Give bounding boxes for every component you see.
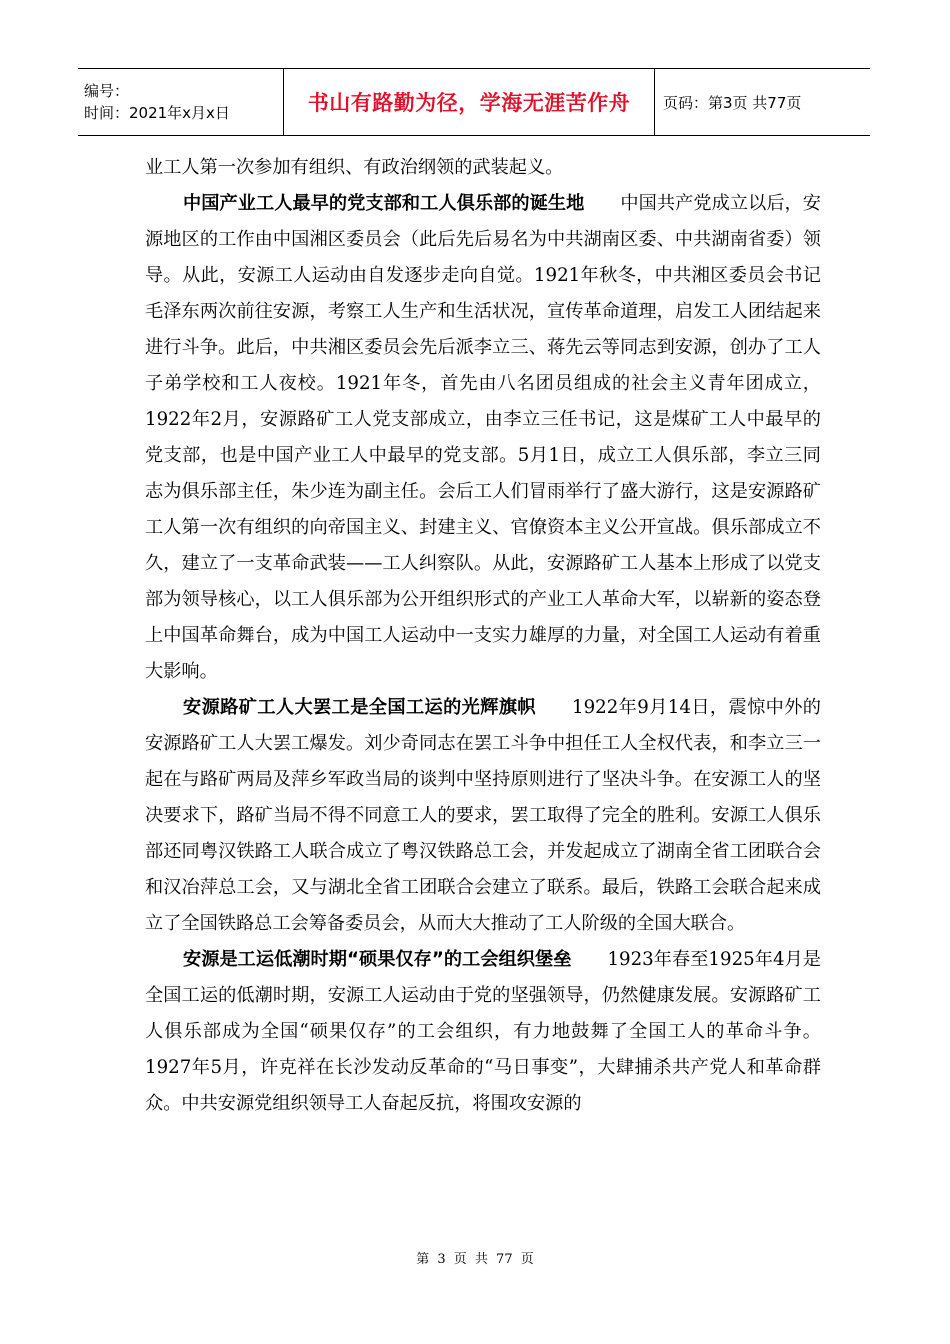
section-text-3: 1923年春至1925年4月是全国工运的低潮时期，安源工人运动由于党的坚强领导，仍然健康发展。安源路矿工人俱乐部成为全国“硕果仅存”的工会组织，有力地鼓舞了全国工人的革命斗争。1927年5月，许克祥在长沙发动反革命的“马日事变”，大肆捕杀共产党人和革命群众。中共安源党组织领导工人奋起反抗，将围攻安源的 [145,949,821,1114]
paragraph-section-3 [145,942,821,1122]
section-heading-1: 中国产业工人最早的党支部和工人俱乐部的诞生地 [183,193,585,214]
section-text-2: 1922年9月14日，震惊中外的安源路矿工人大罢工爆发。刘少奇同志在罢工斗争中担任工人全权代表，和李立三一起在与路矿两局及萍乡军政当局的谈判中坚持原则进行了坚决斗争。在安源工人的坚决要求下，路矿当局不得不同意工人的要求，罢工取得了完全的胜利。安源工人俱乐部还同粤汉铁路工人联合成立了粤汉铁路总工会，并发起成立了湖南全省工团联合会和汉冶萍总工会，又与湖北全省工团联合会建立了联系。最后，铁路工会联合起来成立了全国铁路总工会筹备委员会，从而大大推动了工人阶级的全国大联合。 [145,697,821,934]
section-heading-3: 安源是工运低潮时期“硕果仅存”的工会组织堡垒 [183,949,572,970]
document-body [145,150,821,1122]
header-motto: 书山有路勤为径，学海无涯苦作舟 [307,91,631,115]
paragraph-section-1 [145,186,821,690]
section-text-1: 中国共产党成立以后，安源地区的工作由中国湘区委员会（此后先后易名为中共湖南区委、中共湖南省委）领导。从此，安源工人运动由自发逐步走向自觉。1921年秋冬，中共湘区委员会书记毛泽东两次前往安源，考察工人生产和生活状况，宣传革命道理，启发工人团结起来进行斗争。此后，中共湘区委员会先后派李立三、蒋先云等同志到安源，创办了工人子弟学校和工人夜校。1921年冬，首先由八名团员组成的社会主义青年团成立， 1922年2月，安源路矿工人党支部成立，由李立三任书记，这是煤矿工人中最早的党支部，也是中国产业工人中最早的党支部。5月1日，成立工人俱乐部，李立三同志为俱乐部主任，朱少连为副主任。会后工人们冒雨举行了盛大游行，这是安源路矿工人第一次有组织的向帝国主义、封建主义、官僚资本主义公开宣战。俱乐部成立不久，建立了一支革命武装——工人纠察队。从此，安源路矿工人基本上形成了以党支部为领导核心，以工人俱乐部为公开组织形式的产业工人革命大军，以崭新的姿态登上中国革命舞台，成为中国工人运动中一支实力雄厚的力量，对全国工人运动有着重大影响。 [145,193,821,682]
document-header [78,68,870,136]
header-meta-cell [78,69,284,135]
page-footer: 第 3 页 共 77 页 [416,1252,534,1267]
header-motto-cell [284,69,655,135]
header-page-cell [655,69,870,135]
section-heading-2: 安源路矿工人大罢工是全国工运的光辉旗帜 [183,697,536,718]
document-date-label: 时间：2021年x月x日 [84,104,230,122]
paragraph-section-2 [145,690,821,942]
header-page-label: 页码：第3页 共77页 [663,93,802,112]
document-number-label: 编号： [84,82,130,100]
paragraph-continuation: 业工人第一次参加有组织、有政治纲领的武装起义。 [145,157,564,178]
